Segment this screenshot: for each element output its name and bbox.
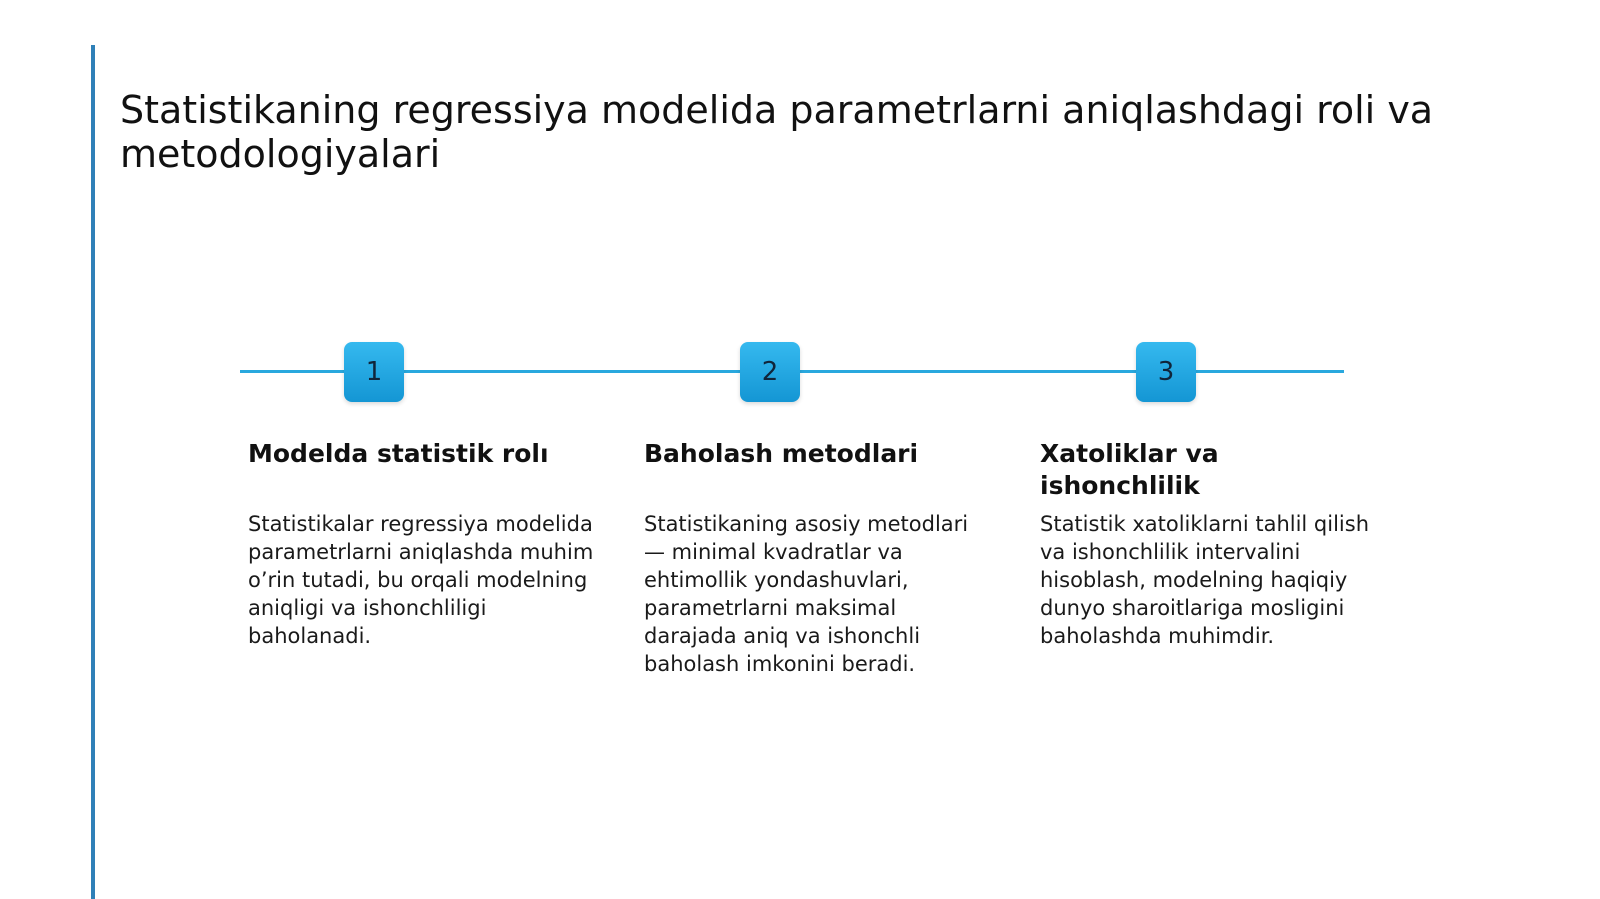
step-1-description: Statistikalar regressiya modelida parametrlarni aniqlashda muhim o’rin tutadi, bu orqali modelning aniqligi va ishonchliligi baholanadi.: [248, 512, 594, 648]
step-3-description: Statistik xatoliklarni tahlil qilish va ishonchlilik intervalini hisoblash, modelning haqiqiy dunyo sharoitlariga mosligini baholashda muhimdir.: [1040, 512, 1370, 648]
step-3-title: Xatoliklar va ishonchlilik: [1040, 439, 1219, 500]
slide-title: Statistikaning regressiya modelida parametrlarni aniqlashdagi roli va metodologiyalari: [120, 88, 1434, 176]
step-2-badge: 2: [740, 342, 800, 402]
step-2-title: Baholash metodlari: [644, 439, 919, 468]
step-1-title: Modelda statistik rolı: [248, 439, 549, 468]
step-1-badge: 1: [344, 342, 404, 402]
step-3-badge: 3: [1136, 342, 1196, 402]
accent-bar: [91, 45, 95, 899]
step-2-description: Statistikaning asosiy metodlari — minimal kvadratlar va ehtimollik yondashuvlari, parametrlarni maksimal darajada aniq va ishonchli baholash imkonini beradi.: [644, 512, 969, 676]
